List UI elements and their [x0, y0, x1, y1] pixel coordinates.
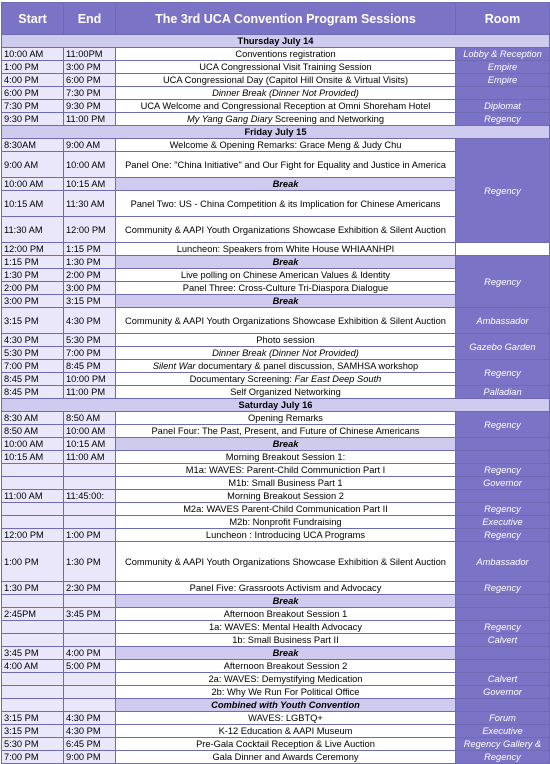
break-label: Combined with Youth Convention [116, 699, 456, 712]
start-time: 3:15 PM [2, 308, 64, 334]
session-row [2, 621, 550, 634]
start-time: 9:00 AM [2, 152, 64, 178]
session-title: 2b: Why We Run For Political Office [116, 686, 456, 699]
end-time: 11:30 AM [64, 191, 116, 217]
end-time: 11:00 AM [64, 451, 116, 464]
day-row [2, 35, 550, 48]
end-time [64, 673, 116, 686]
room-cell: Governor [456, 477, 550, 490]
start-time: 4:00 AM [2, 660, 64, 673]
session-title: Afternoon Breakout Session 2 [116, 660, 456, 673]
session-title: Luncheon : Introducing UCA Programs [116, 529, 456, 542]
session-title: M1a: WAVES: Parent-Child Communiction Part I [116, 464, 456, 477]
room-cell: Calvert [456, 673, 550, 686]
session-title: Photo session [116, 334, 456, 347]
end-time: 3:15 PM [64, 295, 116, 308]
end-time: 4:30 PM [64, 725, 116, 738]
session-title: Panel One: "China Initiative" and Our Fight for Equality and Justice in America [116, 152, 456, 178]
session-title: Opening Remarks [116, 412, 456, 425]
session-title: 1b: Small Business Part II [116, 634, 456, 647]
end-time: 2:00 PM [64, 269, 116, 282]
session-row [2, 699, 550, 712]
session-title: Community & AAPI Youth Organizations Showcase Exhibition & Silent Auction [116, 308, 456, 334]
end-time: 3:45 PM [64, 608, 116, 621]
start-time [2, 503, 64, 516]
session-row [2, 256, 550, 269]
start-time: 8:30 AM [2, 412, 64, 425]
session-row [2, 542, 550, 582]
session-title: K-12 Education & AAPI Museum [116, 725, 456, 738]
end-time: 4:00 PM [64, 647, 116, 660]
start-time: 10:15 AM [2, 191, 64, 217]
end-time: 9:00 PM [64, 751, 116, 764]
room-cell: Regency [456, 529, 550, 542]
start-header: Start [2, 3, 64, 35]
session-row [2, 738, 550, 751]
start-time: 9:30 PM [2, 113, 64, 126]
room-cell [456, 87, 550, 100]
session-title: Morning Breakout Session 2 [116, 490, 456, 503]
session-row [2, 725, 550, 738]
start-time [2, 516, 64, 529]
start-time: 1:15 PM [2, 256, 64, 269]
break-label: Break [116, 647, 456, 660]
start-time: 4:30 PM [2, 334, 64, 347]
session-title [116, 360, 456, 373]
end-time: 5:00 PM [64, 660, 116, 673]
session-row [2, 595, 550, 608]
end-time: 1:30 PM [64, 256, 116, 269]
session-row [2, 48, 550, 61]
room-cell: Ambassador [456, 542, 550, 582]
session-row [2, 686, 550, 699]
end-time: 10:00 AM [64, 425, 116, 438]
program-title: The 3rd UCA Convention Program Sessions [116, 3, 456, 35]
end-time: 7:00 PM [64, 347, 116, 360]
room-cell: Regency [456, 582, 550, 595]
start-time: 1:00 PM [2, 61, 64, 74]
end-time [64, 516, 116, 529]
room-cell: Regency [456, 751, 550, 764]
end-time: 11:00 PM [64, 113, 116, 126]
room-cell [456, 451, 550, 464]
day-heading: Friday July 15 [2, 126, 550, 139]
break-label: Break [116, 295, 456, 308]
start-time: 8:50 AM [2, 425, 64, 438]
start-time: 3:45 PM [2, 647, 64, 660]
end-time: 6:00 PM [64, 74, 116, 87]
start-time: 7:00 PM [2, 751, 64, 764]
program-body [2, 35, 550, 764]
start-time: 8:30AM [2, 139, 64, 152]
session-title: Dinner Break (Dinner Not Provided) [116, 87, 456, 100]
session-title: UCA Congressional Day (Capitol Hill Onsite & Virtual Visits) [116, 74, 456, 87]
end-time: 8:45 PM [64, 360, 116, 373]
end-time: 10:00 PM [64, 373, 116, 386]
start-time: 10:15 AM [2, 451, 64, 464]
room-cell [456, 438, 550, 451]
start-time: 3:15 PM [2, 712, 64, 725]
end-time: 6:45 PM [64, 738, 116, 751]
end-time: 3:00 PM [64, 282, 116, 295]
room-cell: Regency [456, 256, 550, 308]
session-title: Welcome & Opening Remarks: Grace Meng & Judy Chu [116, 139, 456, 152]
end-time: 2:30 PM [64, 582, 116, 595]
session-row [2, 412, 550, 425]
end-time: 10:15 AM [64, 438, 116, 451]
end-time: 1:00 PM [64, 529, 116, 542]
start-time: 7:30 PM [2, 100, 64, 113]
room-cell: Regency [456, 139, 550, 243]
start-time: 3:00 PM [2, 295, 64, 308]
end-time: 7:30 PM [64, 87, 116, 100]
end-time: 12:00 PM [64, 217, 116, 243]
start-time: 11:30 AM [2, 217, 64, 243]
session-title: 1a: WAVES: Mental Health Advocacy [116, 621, 456, 634]
end-time: 3:00 PM [64, 61, 116, 74]
end-time: 11:00PM [64, 48, 116, 61]
break-label: Break [116, 438, 456, 451]
start-time: 1:00 PM [2, 542, 64, 582]
day-row [2, 126, 550, 139]
session-row [2, 608, 550, 621]
session-row [2, 360, 550, 373]
end-time: 5:30 PM [64, 334, 116, 347]
break-label: Break [116, 256, 456, 269]
room-cell [456, 490, 550, 503]
break-label: Break [116, 595, 456, 608]
session-title-part: Screening and Networking [272, 114, 385, 124]
room-cell: Regency [456, 412, 550, 438]
session-row [2, 100, 550, 113]
room-cell: Executive [456, 725, 550, 738]
session-row [2, 61, 550, 74]
room-cell: Regency [456, 621, 550, 634]
start-time [2, 699, 64, 712]
day-heading: Saturday July 16 [2, 399, 550, 412]
start-time: 1:30 PM [2, 269, 64, 282]
end-time: 9:00 AM [64, 139, 116, 152]
session-title: Conventions registration [116, 48, 456, 61]
end-time: 11:45:00: [64, 490, 116, 503]
room-cell: Executive [456, 516, 550, 529]
room-cell [456, 699, 550, 712]
session-title: Panel Three: Cross-Culture Tri-Diaspora Dialogue [116, 282, 456, 295]
session-title-italic: Far East Deep South [294, 374, 382, 384]
session-row [2, 673, 550, 686]
session-title-italic: Silent War [152, 361, 196, 371]
end-header: End [64, 3, 116, 35]
end-time [64, 699, 116, 712]
session-title: Afternoon Breakout Session 1 [116, 608, 456, 621]
session-row [2, 490, 550, 503]
start-time: 12:00 PM [2, 529, 64, 542]
start-time: 5:30 PM [2, 347, 64, 360]
session-title: M2b: Nonprofit Fundraising [116, 516, 456, 529]
room-cell [456, 608, 550, 621]
session-title: Panel Five: Grassroots Activism and Advocacy [116, 582, 456, 595]
start-time: 12:00 PM [2, 243, 64, 256]
session-row [2, 582, 550, 595]
start-time: 2:45PM [2, 608, 64, 621]
session-row [2, 634, 550, 647]
session-title: Live polling on Chinese American Values & Identity [116, 269, 456, 282]
program-table [1, 2, 550, 764]
room-cell [456, 595, 550, 608]
room-cell: Governor [456, 686, 550, 699]
end-time: 1:30 PM [64, 542, 116, 582]
end-time: 11:00 PM [64, 386, 116, 399]
start-time [2, 621, 64, 634]
session-row [2, 516, 550, 529]
session-title: Community & AAPI Youth Organizations Showcase Exhibition & Silent Auction [116, 217, 456, 243]
room-cell: Lobby & Reception [456, 48, 550, 61]
start-time: 6:00 PM [2, 87, 64, 100]
session-row [2, 334, 550, 347]
start-time: 8:45 PM [2, 386, 64, 399]
end-time [64, 477, 116, 490]
session-title [116, 113, 456, 126]
room-cell: Regency [456, 464, 550, 477]
session-row [2, 647, 550, 660]
start-time [2, 595, 64, 608]
room-cell: Ambassador [456, 308, 550, 334]
session-row [2, 113, 550, 126]
session-title: 2a: WAVES: Demystifying Medication [116, 673, 456, 686]
session-row [2, 451, 550, 464]
end-time: 1:15 PM [64, 243, 116, 256]
start-time: 5:30 PM [2, 738, 64, 751]
session-title: Gala Dinner and Awards Ceremony [116, 751, 456, 764]
room-cell: Regency Gallery & [456, 738, 550, 751]
session-row [2, 477, 550, 490]
end-time: 10:15 AM [64, 178, 116, 191]
session-row [2, 660, 550, 673]
session-title-part: documentary & panel discussion, SAMHSA workshop [195, 361, 419, 371]
room-cell: Empire [456, 61, 550, 74]
session-title-italic: My Yang Gang Diary [186, 114, 273, 124]
session-title: WAVES: LGBTQ+ [116, 712, 456, 725]
end-time: 9:30 PM [64, 100, 116, 113]
start-time [2, 673, 64, 686]
break-label: Break [116, 178, 456, 191]
end-time [64, 464, 116, 477]
session-row [2, 139, 550, 152]
room-cell: Regency [456, 503, 550, 516]
end-time: 4:30 PM [64, 308, 116, 334]
end-time [64, 634, 116, 647]
session-row [2, 503, 550, 516]
session-title: Luncheon: Speakers from White House WHIAANHPI [116, 243, 456, 256]
start-time [2, 477, 64, 490]
start-time: 7:00 PM [2, 360, 64, 373]
session-title: Dinner Break (Dinner Not Provided) [116, 347, 456, 360]
end-time [64, 686, 116, 699]
session-row [2, 529, 550, 542]
session-title: Panel Two: US - China Competition & its Implication for Chinese Americans [116, 191, 456, 217]
session-title: M1b: Small Business Part 1 [116, 477, 456, 490]
session-title: Pre-Gala Cocktail Reception & Live Auction [116, 738, 456, 751]
room-cell: Regency [456, 360, 550, 386]
room-cell: Forum [456, 712, 550, 725]
session-title: Panel Four: The Past, Present, and Future of Chinese Americans [116, 425, 456, 438]
header-row [2, 3, 550, 35]
start-time [2, 686, 64, 699]
room-cell: Empire [456, 74, 550, 87]
session-row [2, 74, 550, 87]
day-heading: Thursday July 14 [2, 35, 550, 48]
session-title-part: Documentary Screening: [189, 374, 295, 384]
start-time: 4:00 PM [2, 74, 64, 87]
room-header: Room [456, 3, 550, 35]
session-title: M2a: WAVES Parent-Child Communication Part II [116, 503, 456, 516]
session-title: UCA Congressional Visit Training Session [116, 61, 456, 74]
end-time: 8:50 AM [64, 412, 116, 425]
room-cell: Palladian [456, 386, 550, 399]
start-time: 1:30 PM [2, 582, 64, 595]
session-title: Morning Breakout Session 1: [116, 451, 456, 464]
start-time: 11:00 AM [2, 490, 64, 503]
start-time [2, 634, 64, 647]
session-row [2, 751, 550, 764]
start-time: 10:00 AM [2, 438, 64, 451]
end-time: 4:30 PM [64, 712, 116, 725]
start-time: 8:45 PM [2, 373, 64, 386]
session-row [2, 87, 550, 100]
start-time: 10:00 AM [2, 48, 64, 61]
start-time: 10:00 AM [2, 178, 64, 191]
session-row [2, 308, 550, 334]
room-cell [456, 660, 550, 673]
session-row [2, 386, 550, 399]
end-time [64, 595, 116, 608]
day-row [2, 399, 550, 412]
room-cell: Gazebo Garden [456, 334, 550, 360]
room-cell: Calvert [456, 634, 550, 647]
end-time [64, 503, 116, 516]
session-row [2, 243, 550, 256]
session-row [2, 712, 550, 725]
end-time [64, 621, 116, 634]
session-title: Self Organized Networking [116, 386, 456, 399]
start-time [2, 464, 64, 477]
session-row [2, 464, 550, 477]
start-time: 3:15 PM [2, 725, 64, 738]
session-title [116, 373, 456, 386]
session-title: Community & AAPI Youth Organizations Showcase Exhibition & Silent Auction [116, 542, 456, 582]
start-time: 2:00 PM [2, 282, 64, 295]
session-row [2, 438, 550, 451]
session-title: UCA Welcome and Congressional Reception at Omni Shoreham Hotel [116, 100, 456, 113]
room-cell: Diplomat [456, 100, 550, 113]
room-cell [456, 647, 550, 660]
room-cell: Regency [456, 113, 550, 126]
end-time: 10:00 AM [64, 152, 116, 178]
